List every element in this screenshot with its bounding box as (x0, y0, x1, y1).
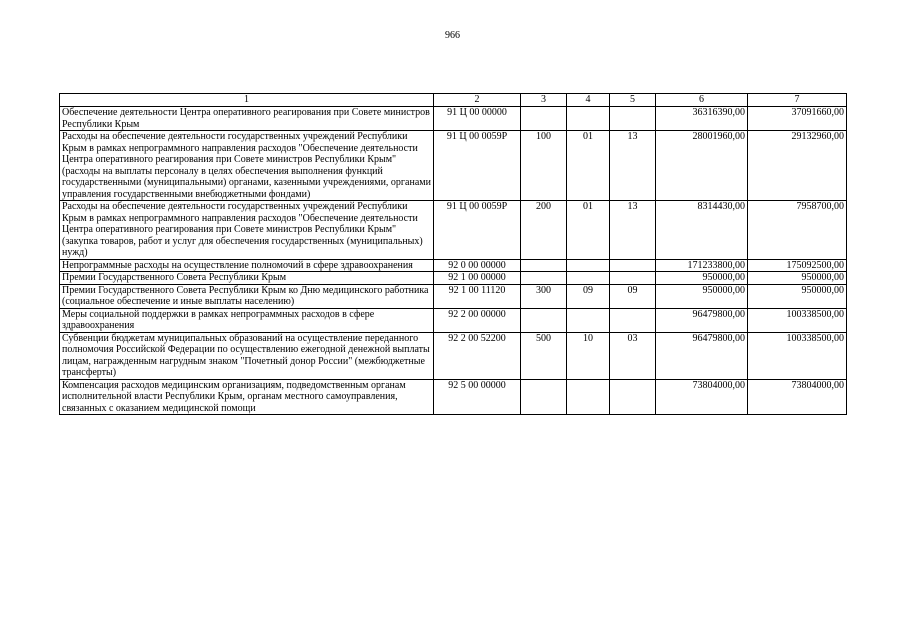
table-row (60, 332, 847, 379)
row-amount6-cell: 171233800,00 (656, 259, 748, 272)
row-col5-cell (610, 259, 656, 272)
table-row (60, 379, 847, 415)
table-header (60, 94, 847, 107)
column-header-3: 3 (521, 94, 567, 107)
row-amount6-cell: 950000,00 (656, 272, 748, 285)
row-amount6-cell: 950000,00 (656, 284, 748, 308)
row-col4-cell: 10 (567, 332, 610, 379)
table-row (60, 284, 847, 308)
row-name-cell: Премии Государственного Совета Республики Крым (60, 272, 434, 285)
row-col3-cell: 300 (521, 284, 567, 308)
row-code-cell: 92 0 00 00000 (434, 259, 521, 272)
table-row (60, 201, 847, 260)
row-col3-cell (521, 308, 567, 332)
row-col4-cell: 09 (567, 284, 610, 308)
column-header-5: 5 (610, 94, 656, 107)
row-col4-cell (567, 308, 610, 332)
row-amount7-cell: 950000,00 (748, 272, 847, 285)
row-amount7-cell: 100338500,00 (748, 332, 847, 379)
row-col4-cell (567, 379, 610, 415)
row-col4-cell: 01 (567, 131, 610, 201)
table-row (60, 272, 847, 285)
page-number: 966 (445, 30, 460, 41)
row-code-cell: 92 1 00 00000 (434, 272, 521, 285)
row-name-cell: Премии Государственного Совета Республики Крым ко Дню медицинского работника (социальное обеспечение и иные выплаты населению) (60, 284, 434, 308)
row-amount7-cell: 37091660,00 (748, 107, 847, 131)
row-amount6-cell: 28001960,00 (656, 131, 748, 201)
row-col3-cell: 500 (521, 332, 567, 379)
table-row (60, 107, 847, 131)
row-amount7-cell: 950000,00 (748, 284, 847, 308)
row-name-cell: Расходы на обеспечение деятельности государственных учреждений Республики Крым в рамках непрограммного направления расходов "Обеспечение деятельности Центра оперативного реагирования при Совете министров Республики Крым" (закупка товаров, работ и услуг для обеспечения государственных (муниципальных) нужд) (60, 201, 434, 260)
row-col4-cell (567, 107, 610, 131)
column-header-7: 7 (748, 94, 847, 107)
table-body (60, 107, 847, 415)
row-name-cell: Расходы на обеспечение деятельности государственных учреждений Республики Крым в рамках непрограммного направления расходов "Обеспечение деятельности Центра оперативного реагирования при Совете министров Республики Крым" (расходы на выплаты персоналу в целях обеспечения выполнения функций государственными (муниципальными) органами, казенными учреждениями, органами управления государственными внебюджетными фондами) (60, 131, 434, 201)
row-col5-cell: 09 (610, 284, 656, 308)
row-col4-cell: 01 (567, 201, 610, 260)
table-row (60, 308, 847, 332)
column-header-6: 6 (656, 94, 748, 107)
row-col5-cell (610, 272, 656, 285)
row-col5-cell (610, 107, 656, 131)
header-row (60, 94, 847, 107)
row-amount7-cell: 29132960,00 (748, 131, 847, 201)
table-row (60, 259, 847, 272)
row-code-cell: 91 Ц 00 0059Р (434, 201, 521, 260)
row-name-cell: Меры социальной поддержки в рамках непрограммных расходов в сфере здравоохранения (60, 308, 434, 332)
row-col5-cell (610, 308, 656, 332)
row-amount6-cell: 8314430,00 (656, 201, 748, 260)
row-name-cell: Субвенции бюджетам муниципальных образований на осуществление переданного полномочия Российской Федерации по осуществлению ежегодной денежной выплаты лицам, награжденным нагрудным знаком "Почетный донор России" (межбюджетные трансферты) (60, 332, 434, 379)
row-col3-cell: 200 (521, 201, 567, 260)
row-name-cell: Обеспечение деятельности Центра оперативного реагирования при Совете министров Республики Крым (60, 107, 434, 131)
table-row (60, 131, 847, 201)
row-code-cell: 91 Ц 00 0059Р (434, 131, 521, 201)
row-amount7-cell: 7958700,00 (748, 201, 847, 260)
row-code-cell: 92 2 00 00000 (434, 308, 521, 332)
row-code-cell: 91 Ц 00 00000 (434, 107, 521, 131)
row-amount7-cell: 175092500,00 (748, 259, 847, 272)
column-header-2: 2 (434, 94, 521, 107)
column-header-4: 4 (567, 94, 610, 107)
row-col5-cell: 03 (610, 332, 656, 379)
row-amount6-cell: 73804000,00 (656, 379, 748, 415)
row-amount6-cell: 96479800,00 (656, 308, 748, 332)
row-name-cell: Компенсация расходов медицинским организациям, подведомственным органам исполнительной власти Республики Крым, органам местного самоуправления, связанных с оказанием медицинской помощи (60, 379, 434, 415)
row-code-cell: 92 1 00 11120 (434, 284, 521, 308)
row-col5-cell: 13 (610, 131, 656, 201)
row-amount7-cell: 73804000,00 (748, 379, 847, 415)
row-amount6-cell: 36316390,00 (656, 107, 748, 131)
row-col3-cell (521, 107, 567, 131)
row-col3-cell: 100 (521, 131, 567, 201)
row-col3-cell (521, 259, 567, 272)
row-amount6-cell: 96479800,00 (656, 332, 748, 379)
row-col4-cell (567, 259, 610, 272)
row-code-cell: 92 2 00 52200 (434, 332, 521, 379)
row-col3-cell (521, 379, 567, 415)
budget-table (59, 93, 847, 415)
row-col4-cell (567, 272, 610, 285)
row-amount7-cell: 100338500,00 (748, 308, 847, 332)
row-code-cell: 92 5 00 00000 (434, 379, 521, 415)
row-col3-cell (521, 272, 567, 285)
row-col5-cell (610, 379, 656, 415)
row-name-cell: Непрограммные расходы на осуществление полномочий в сфере здравоохранения (60, 259, 434, 272)
row-col5-cell: 13 (610, 201, 656, 260)
column-header-1: 1 (60, 94, 434, 107)
